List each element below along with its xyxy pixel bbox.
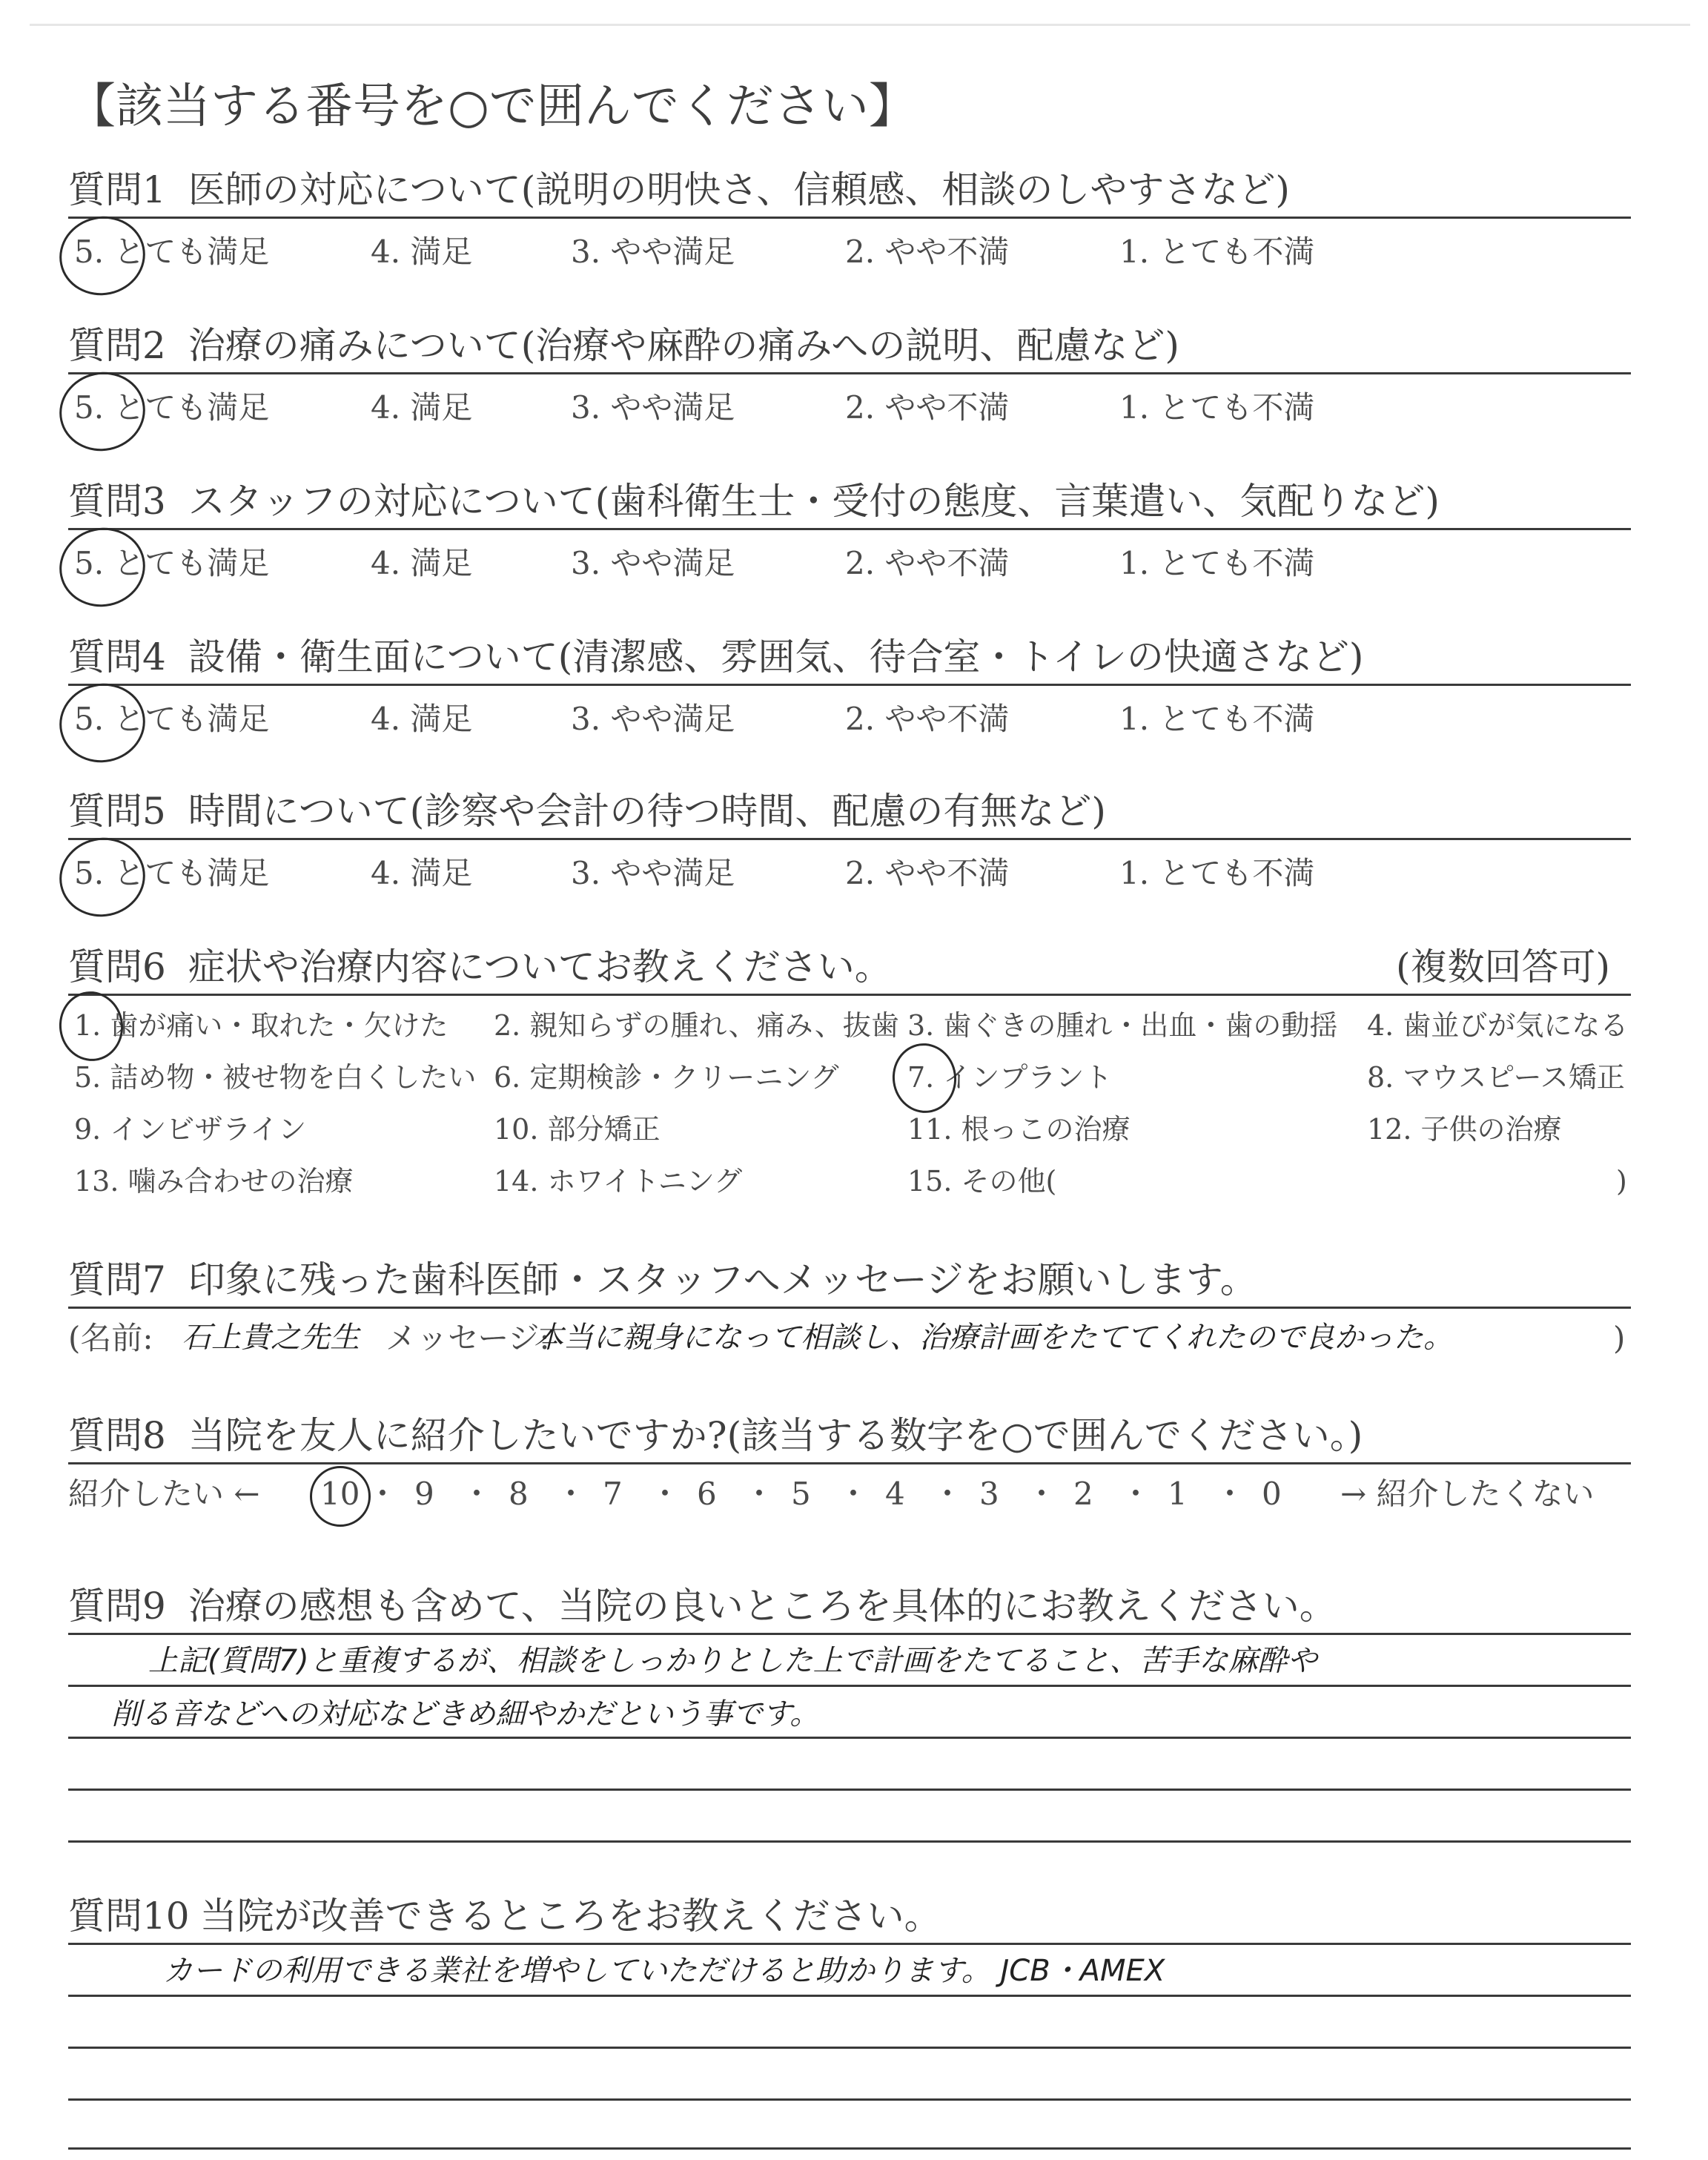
q8-scale-separator: ・ bbox=[932, 1476, 964, 1512]
q8-scale-1[interactable]: 1 bbox=[1168, 1476, 1188, 1512]
q6-header bbox=[68, 940, 1647, 994]
q3-rule bbox=[68, 528, 1631, 530]
q1-option-3[interactable]: 3. やや満足 bbox=[571, 234, 735, 270]
q10-rule-4 bbox=[68, 2098, 1631, 2101]
q7-number: 質問7 bbox=[68, 1258, 166, 1301]
q1-selection-circle bbox=[52, 208, 153, 303]
q5-option-1[interactable]: 1. とても不満 bbox=[1119, 855, 1315, 891]
q6-text: 症状や治療内容についてお教えください。 bbox=[188, 945, 892, 988]
q9-answer-line-2[interactable]: 削る音などへの対応などきめ細やかだという事です。 bbox=[111, 1697, 820, 1731]
q10-rule-3 bbox=[68, 2047, 1631, 2049]
q3-header bbox=[68, 475, 1647, 528]
top-border bbox=[30, 24, 1690, 26]
q10-rule-1 bbox=[68, 1943, 1631, 1945]
q10-header bbox=[68, 1889, 1647, 1943]
q4-option-2[interactable]: 2. やや不満 bbox=[845, 701, 1010, 737]
q10-rule-2 bbox=[68, 1995, 1631, 1997]
q3-option-2[interactable]: 2. やや不満 bbox=[845, 545, 1010, 581]
q7-rule bbox=[68, 1307, 1631, 1309]
q2-option-4[interactable]: 4. 満足 bbox=[371, 389, 473, 426]
q4-option-5[interactable]: 5. とても満足 bbox=[74, 701, 270, 737]
q9-header bbox=[68, 1579, 1647, 1633]
q10-rule-5 bbox=[68, 2147, 1631, 2150]
q9-rule-3 bbox=[68, 1737, 1631, 1739]
q8-scale-7[interactable]: 7 bbox=[603, 1476, 623, 1512]
q1-option-1[interactable]: 1. とても不満 bbox=[1119, 234, 1315, 270]
q4-option-4[interactable]: 4. 満足 bbox=[371, 701, 473, 737]
q10-number: 質問10 bbox=[68, 1895, 190, 1938]
q8-number: 質問8 bbox=[68, 1414, 166, 1457]
q6-option-2[interactable]: 2. 親知らずの腫れ、痛み、抜歯 bbox=[494, 1009, 899, 1042]
q3-text: スタッフの対応について(歯科衛生士・受付の態度、言葉遣い、気配りなど) bbox=[188, 480, 1440, 523]
q8-scale-separator: ・ bbox=[555, 1476, 587, 1512]
q4-option-3[interactable]: 3. やや満足 bbox=[571, 701, 735, 737]
q9-rule-1 bbox=[68, 1633, 1631, 1635]
q8-rule bbox=[68, 1462, 1631, 1464]
q1-rule bbox=[68, 217, 1631, 219]
q5-number: 質問5 bbox=[68, 790, 166, 833]
q8-text: 当院を友人に紹介したいですか?(該当する数字を○で囲んでください。) bbox=[188, 1414, 1363, 1457]
q8-scale-separator: ・ bbox=[461, 1476, 493, 1512]
q6-option-11[interactable]: 11. 根っこの治療 bbox=[907, 1113, 1131, 1146]
q2-number: 質問2 bbox=[68, 324, 166, 367]
q8-scale-9[interactable]: 9 bbox=[414, 1476, 434, 1512]
q6-number: 質問6 bbox=[68, 945, 166, 988]
q6-selection-circle-7 bbox=[888, 1039, 961, 1117]
q3-selection-circle bbox=[52, 520, 153, 615]
q7-text: 印象に残った歯科医師・スタッフへメッセージをお願いします。 bbox=[188, 1258, 1257, 1301]
q5-option-5[interactable]: 5. とても満足 bbox=[74, 855, 270, 891]
q8-scale-separator: ・ bbox=[649, 1476, 681, 1512]
q8-header bbox=[68, 1409, 1647, 1462]
q9-rule-5 bbox=[68, 1840, 1631, 1843]
q6-option-1[interactable]: 1. 歯が痛い・取れた・欠けた bbox=[74, 1009, 448, 1042]
q8-scale-6[interactable]: 6 bbox=[697, 1476, 717, 1512]
q8-scale bbox=[68, 1472, 1632, 1516]
q2-option-5[interactable]: 5. とても満足 bbox=[74, 389, 270, 426]
q6-option-3[interactable]: 3. 歯ぐきの腫れ・出血・歯の動揺 bbox=[907, 1009, 1338, 1042]
q3-option-4[interactable]: 4. 満足 bbox=[371, 545, 473, 581]
q8-scale-separator: ・ bbox=[1026, 1476, 1058, 1512]
q6-note: (複数回答可) bbox=[1395, 945, 1610, 988]
q6-option-13[interactable]: 13. 噛み合わせの治療 bbox=[74, 1165, 354, 1198]
q5-rule bbox=[68, 838, 1631, 840]
q3-option-1[interactable]: 1. とても不満 bbox=[1119, 545, 1315, 581]
q8-scale-0[interactable]: 0 bbox=[1262, 1476, 1282, 1512]
q2-option-2[interactable]: 2. やや不満 bbox=[845, 389, 1010, 426]
q2-option-1[interactable]: 1. とても不満 bbox=[1119, 389, 1315, 426]
q4-option-1[interactable]: 1. とても不満 bbox=[1119, 701, 1315, 737]
q9-text: 治療の感想も含めて、当院の良いところを具体的にお教えください。 bbox=[188, 1585, 1337, 1628]
q8-scale-4[interactable]: 4 bbox=[885, 1476, 905, 1512]
q5-header bbox=[68, 785, 1647, 838]
q10-answer-line-1[interactable]: カードの利用できる業社を増やしていただけると助かります。 JCB・AMEX bbox=[163, 1954, 1165, 1988]
q1-option-5[interactable]: 5. とても満足 bbox=[74, 234, 270, 270]
q3-option-5[interactable]: 5. とても満足 bbox=[74, 545, 270, 581]
q8-scale-3[interactable]: 3 bbox=[979, 1476, 999, 1512]
q6-rule bbox=[68, 994, 1631, 996]
q6-option-12[interactable]: 12. 子供の治療 bbox=[1367, 1113, 1562, 1146]
q6-option-15[interactable]: 15. その他( bbox=[907, 1165, 1057, 1198]
q8-scale-separator: ・ bbox=[1214, 1476, 1246, 1512]
q2-option-3[interactable]: 3. やや満足 bbox=[571, 389, 735, 426]
q4-number: 質問4 bbox=[68, 635, 166, 678]
q8-left-label: 紹介したい ← bbox=[68, 1476, 260, 1512]
q9-rule-2 bbox=[68, 1685, 1631, 1687]
q7-message-value[interactable]: 本当に親身になって相談し、治療計画をたててくれたので良かった。 bbox=[534, 1321, 1453, 1355]
q6-option-14[interactable]: 14. ホワイトニング bbox=[494, 1165, 743, 1198]
q3-number: 質問3 bbox=[68, 480, 166, 523]
q2-rule bbox=[68, 372, 1631, 374]
q6-option-5[interactable]: 5. 詰め物・被せ物を白くしたい bbox=[74, 1061, 477, 1094]
q1-option-4[interactable]: 4. 満足 bbox=[371, 234, 473, 270]
q6-other-close: ) bbox=[1616, 1165, 1627, 1198]
q8-right-label: → 紹介したくない bbox=[1340, 1476, 1595, 1512]
q4-header bbox=[68, 630, 1647, 684]
q7-message-label: メッセージ: bbox=[385, 1320, 550, 1356]
q8-scale-8[interactable]: 8 bbox=[509, 1476, 529, 1512]
q8-scale-separator: ・ bbox=[1120, 1476, 1152, 1512]
q8-scale-2[interactable]: 2 bbox=[1073, 1476, 1093, 1512]
q8-scale-10[interactable]: 10 bbox=[320, 1476, 360, 1512]
q7-header bbox=[68, 1253, 1647, 1307]
q7-name-value[interactable]: 石上貴之先生 bbox=[182, 1321, 360, 1355]
q9-number: 質問9 bbox=[68, 1585, 166, 1628]
q6-option-7[interactable]: 7. インプラント bbox=[907, 1061, 1113, 1094]
q1-option-2[interactable]: 2. やや不満 bbox=[845, 234, 1010, 270]
q2-text: 治療の痛みについて(治療や麻酔の痛みへの説明、配慮など) bbox=[188, 324, 1179, 367]
q8-scale-separator: ・ bbox=[838, 1476, 870, 1512]
q3-option-3[interactable]: 3. やや満足 bbox=[571, 545, 735, 581]
q7-close: ) bbox=[1613, 1320, 1626, 1356]
q9-rule-4 bbox=[68, 1789, 1631, 1791]
q10-text: 当院が改善できるところをお教えください。 bbox=[199, 1895, 941, 1938]
q5-option-4[interactable]: 4. 満足 bbox=[371, 855, 473, 891]
q5-text: 時間について(診察や会計の待つ時間、配慮の有無など) bbox=[188, 790, 1106, 833]
q5-option-3[interactable]: 3. やや満足 bbox=[571, 855, 735, 891]
q6-option-10[interactable]: 10. 部分矯正 bbox=[494, 1113, 661, 1146]
q6-option-4[interactable]: 4. 歯並びが気になる bbox=[1367, 1009, 1629, 1042]
q5-option-2[interactable]: 2. やや不満 bbox=[845, 855, 1010, 891]
q2-header bbox=[68, 319, 1647, 372]
q2-selection-circle bbox=[52, 364, 153, 459]
q6-option-6[interactable]: 6. 定期検診・クリーニング bbox=[494, 1061, 839, 1094]
q6-option-9[interactable]: 9. インビザライン bbox=[74, 1113, 307, 1146]
q5-selection-circle bbox=[52, 830, 153, 925]
q4-selection-circle bbox=[52, 676, 153, 770]
q6-option-8[interactable]: 8. マウスピース矯正 bbox=[1367, 1061, 1625, 1094]
q1-header bbox=[68, 163, 1647, 217]
q4-rule bbox=[68, 684, 1631, 686]
q8-scale-separator: ・ bbox=[367, 1476, 399, 1512]
q9-answer-line-1[interactable]: 上記(質問7)と重複するが、相談をしっかりとした上で計画をたてること、苦手な麻酔や bbox=[148, 1644, 1317, 1678]
q1-number: 質問1 bbox=[68, 168, 166, 211]
page-heading: 【該当する番号を○で囲んでください】 bbox=[68, 79, 916, 134]
q8-scale-separator: ・ bbox=[744, 1476, 775, 1512]
q8-selection-circle bbox=[310, 1466, 371, 1527]
q1-text: 医師の対応について(説明の明快さ、信頼感、相談のしやすさなど) bbox=[188, 168, 1290, 211]
q4-text: 設備・衛生面について(清潔感、雰囲気、待合室・トイレの快適さなど) bbox=[188, 635, 1364, 678]
q8-scale-5[interactable]: 5 bbox=[791, 1476, 811, 1512]
q6-selection-circle-1 bbox=[55, 987, 128, 1065]
q7-name-label: (名前: bbox=[68, 1320, 153, 1356]
